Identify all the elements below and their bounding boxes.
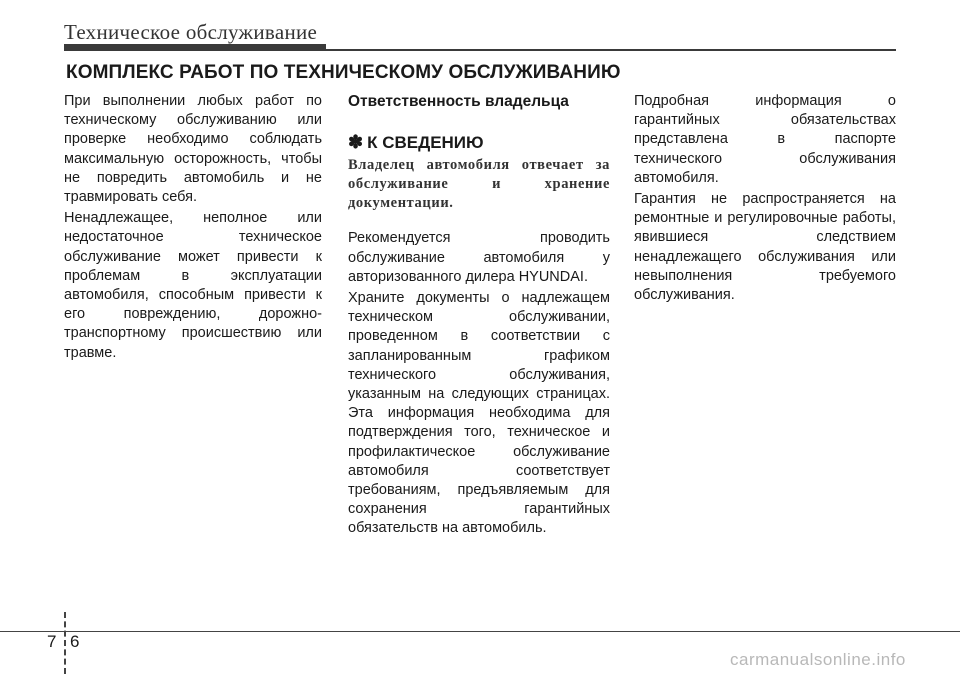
paragraph-warranty-info: Подробная информация о гарантийных обязательствах представлена в паспорте технического обслуживания автомобиля. [634, 93, 896, 186]
paragraph-records: Храните документы о надлежащем техническом обслуживании, проведенном в соответствии с запланированным графиком технического обслуживания, указанным на следующих страницах. Эта информация необходима для подтверждения того, техническое и профилактическое обслуживание автомобиля соответствует требованиям, предъявляемым для сохранения гарантийных обязательств на автомобиль. [348, 290, 610, 537]
notice-text: Владелец автомобиля отвечает за обслуживание и хранение документации. [348, 157, 610, 212]
footer-rule [0, 631, 960, 632]
owner-responsibility-heading: Ответственность владельца [348, 93, 569, 110]
section-title: КОМПЛЕКС РАБОТ ПО ТЕХНИЧЕСКОМУ ОБСЛУЖИВАНИЮ [66, 62, 621, 83]
paragraph-warranty-exclusions: Гарантия не распространяется на ремонтные и регулировочные работы, явившиеся следствием ненадлежащего обслуживания или невыполнения требуемого обслуживания. [634, 191, 896, 304]
page-number: 6 [70, 632, 80, 651]
column-2 [348, 92, 610, 541]
paragraph-dealer: Рекомендуется проводить обслуживание автомобиля у авторизованного дилера HYUNDAI. [348, 230, 610, 285]
chapter-number: 7 [47, 632, 57, 651]
paragraph-warning: Ненадлежащее, неполное или недостаточное техническое обслуживание может привести к проблемам в эксплуатации автомобиля, способным привести к его повреждению, дорожно-транспортному происшествию или травме. [64, 210, 322, 361]
footer-divider [64, 612, 66, 674]
header-rule [326, 49, 896, 51]
column-3 [634, 92, 896, 307]
page-header-title: Техническое обслуживание [64, 20, 318, 44]
header-bar [64, 44, 326, 51]
watermark: carmanualsonline.info [730, 650, 906, 669]
notice-title: К СВЕДЕНИЮ [367, 133, 484, 153]
paragraph-intro: При выполнении любых работ по техническому обслуживанию или проверке необходимо соблюдать максимальную осторожность, чтобы не повредить автомобиль и не травмировать себя. [64, 93, 322, 206]
column-1 [64, 92, 322, 365]
notice-heading [348, 133, 610, 152]
asterisk-icon: ✽ [348, 132, 364, 153]
